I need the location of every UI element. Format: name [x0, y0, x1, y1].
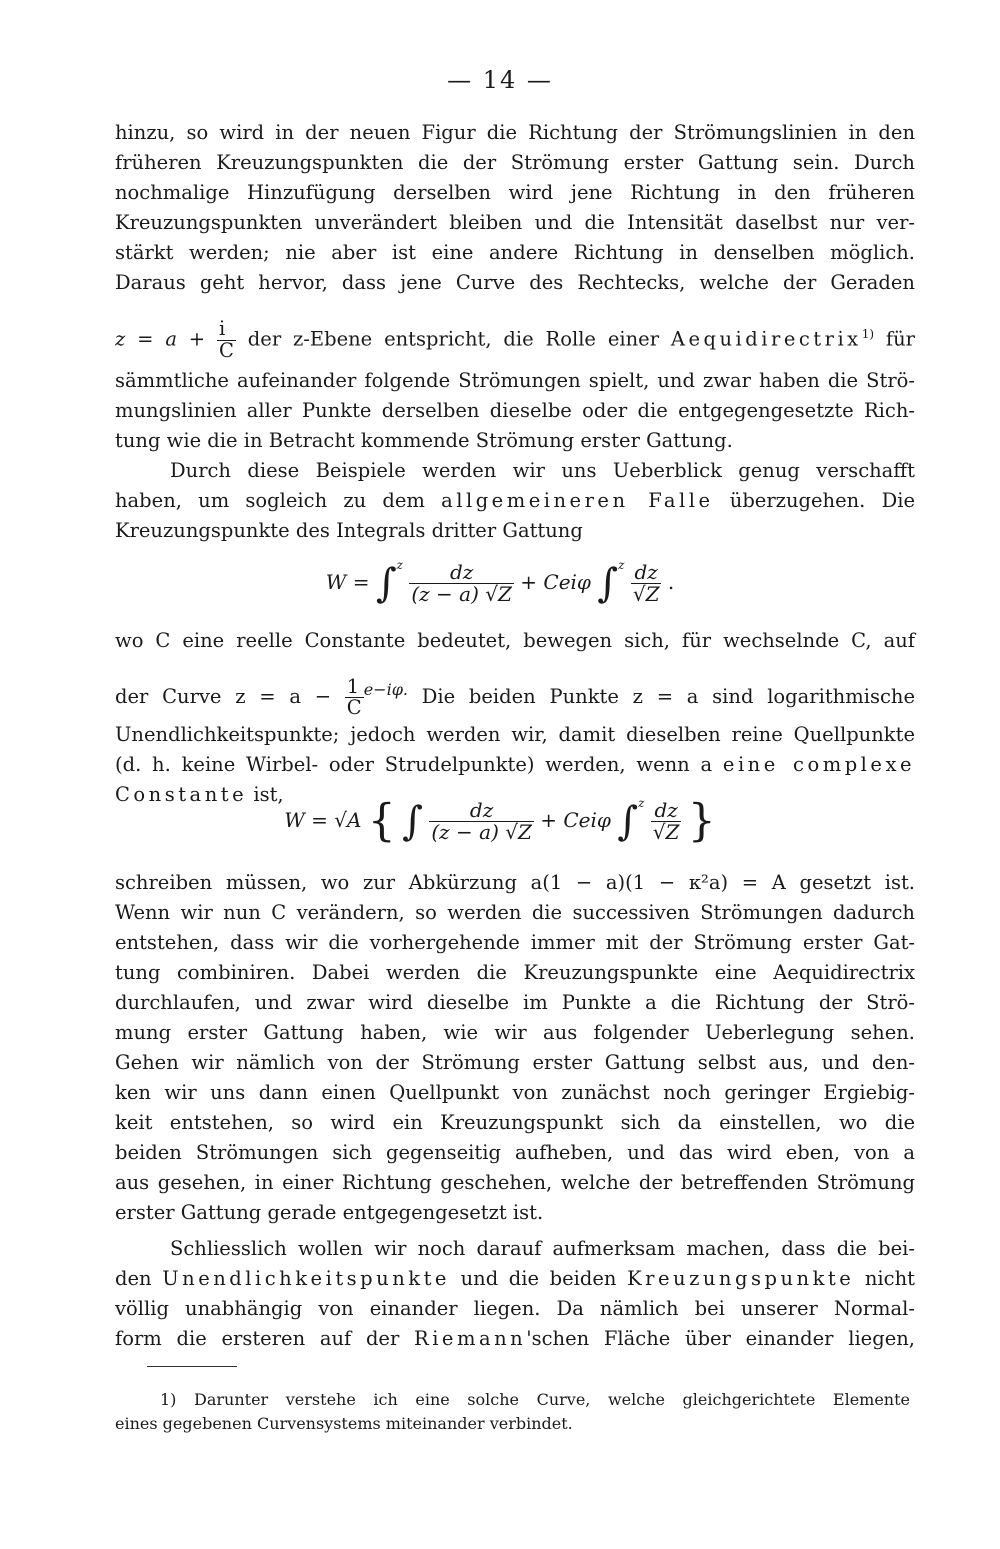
integral-limit: z — [396, 558, 403, 572]
footnote — [160, 1388, 910, 1411]
text-line-with-fraction — [115, 312, 915, 362]
text-segment: form die ersteren auf der — [115, 1327, 400, 1350]
text-line: Daraus geht hervor, dass jene Curve des Rechtecks, welche der Geraden — [115, 271, 915, 294]
text-line-with-fraction — [115, 668, 915, 719]
text-segment: (d. h. keine Wirbel- oder Strudelpunkte) werden, wenn a — [115, 753, 713, 776]
text-segment: ist, — [253, 783, 284, 806]
text-segment: nicht — [864, 1267, 915, 1290]
formula-lhs: W = — [325, 570, 370, 594]
text-line: Wenn wir nun C verändern, so werden die successiven Strömungen dadurch — [115, 901, 915, 924]
text-segment: und die beiden — [460, 1267, 617, 1290]
text-line: tung combiniren. Dabei werden die Kreuzungspunkte eine Aequidirectrix — [115, 961, 915, 984]
text-line: sämmtliche aufeinander folgende Strömungen spielt, und zwar haben die Strö- — [115, 369, 915, 392]
text-line: Schliesslich wollen wir noch darauf aufmerksam machen, dass die bei- — [170, 1237, 915, 1260]
integral-sign: ∫ — [617, 798, 639, 845]
text-line: beiden Strömungen sich gegenseitig aufheben, und das wird eben, von a — [115, 1141, 915, 1164]
text-line: hinzu, so wird in der neuen Figur die Richtung der Strömungslinien in den — [115, 121, 915, 144]
integral-sign: ∫ — [402, 798, 423, 845]
text-line: ken wir uns dann einen Quellpunkt von zunächst noch geringer Ergiebig- — [115, 1081, 915, 1104]
text-line: nochmalige Hinzufügung derselben wird jene Richtung in den früheren — [115, 181, 915, 204]
spaced-term: Kreuzungspunkte — [627, 1267, 855, 1290]
text-line: Kreuzungspunkte des Integrals dritter Gattung — [115, 519, 583, 542]
integral-sign: ∫ — [597, 560, 619, 607]
text-line: stärkt werden; nie aber ist eine andere Richtung in denselben möglich. — [115, 241, 915, 264]
text-line: erster Gattung gerade entgegengesetzt ist. — [115, 1201, 544, 1224]
inline-formula: z = a + — [115, 327, 206, 351]
text-line: mungslinien aller Punkte derselben dieselbe oder die entgegengesetzte Rich- — [115, 399, 915, 422]
formula-lhs: W = √A — [284, 808, 362, 832]
integral-limit: z — [638, 796, 645, 810]
footnote-text: Darunter verstehe ich eine solche Curve, welche gleichgerichtete Elemente — [194, 1390, 911, 1409]
page-number: — 14 — — [447, 66, 553, 94]
text-segment: überzugehen. Die — [729, 489, 915, 512]
text-segment: haben, um sogleich zu dem — [115, 489, 425, 512]
text-line: Kreuzungspunkten unverändert bleiben und die Intensität daselbst nur ver- — [115, 211, 915, 234]
left-brace: { — [367, 795, 396, 847]
text-segment: Die beiden Punkte z = a sind logarithmische — [421, 685, 915, 708]
text-line: Unendlichkeitspunkte; jedoch werden wir, damit dieselben reine Quellpunkte — [115, 723, 915, 746]
spaced-term: Unendlichkeitspunkte — [162, 1267, 450, 1290]
text-segment: den — [115, 1267, 152, 1290]
footnote-rule — [147, 1366, 237, 1367]
plus-sign: + — [520, 570, 538, 594]
spaced-term: eine complexe — [722, 753, 915, 776]
text-line: früheren Kreuzungspunkten die der Strömung erster Gattung sein. Durch — [115, 151, 915, 174]
fraction: $\frac{dz}{(z - a) √Z}$ — [431, 798, 532, 844]
text-line: durchlaufen, und zwar wird dieselbe im Punkte a die Richtung der Strö- — [115, 991, 915, 1014]
text-line — [115, 1324, 915, 1354]
footnote-continuation: eines gegebenen Curvensystems miteinander verbindet. — [115, 1414, 573, 1433]
footnote-marker: 1) — [160, 1390, 177, 1409]
integral-limit: z — [618, 558, 625, 572]
text-line: völlig unabhängig von einander liegen. Da nämlich bei unserer Normal- — [115, 1297, 915, 1320]
coefficient: Ceiφ — [563, 808, 611, 832]
text-segment: für — [885, 327, 915, 351]
fraction: $\frac{dz}{√Z}$ — [652, 798, 680, 844]
text-line: wo C eine reelle Constante bedeutet, bewegen sich, für wechselnde C, auf — [115, 629, 915, 652]
formula-integral-third-kind — [0, 558, 1000, 605]
formula-normalized — [0, 795, 1000, 847]
fraction: $\frac{dz}{√Z}$ — [632, 560, 660, 606]
fraction: $\frac{i}{C}$ — [219, 317, 234, 362]
text-line: keit entstehen, so wird ein Kreuzungspunkt sich da einstellen, wo die — [115, 1111, 915, 1134]
footnote-ref: 1) — [861, 327, 875, 341]
text-line: aus gesehen, in einer Richtung geschehen, welche der betreffenden Strömung — [115, 1171, 915, 1194]
spaced-term: Aequidirectrix — [670, 327, 862, 351]
fraction: $\frac{dz}{(z - a) √Z}$ — [411, 560, 512, 606]
exponent: e−iφ. — [363, 680, 408, 699]
fraction: $\frac{1}{C}$ — [346, 674, 362, 719]
text-line: schreiben müssen, wo zur Abkürzung a(1 − a)(1 − κ²a) = A gesetzt ist. — [115, 871, 915, 894]
integral-sign: ∫ — [375, 560, 397, 607]
text-segment: der Curve z = a − — [115, 685, 332, 708]
text-line — [115, 750, 915, 780]
text-line: entstehen, dass wir die vorhergehende immer mit der Strömung erster Gat- — [115, 931, 915, 954]
plus-sign: + — [540, 808, 557, 832]
text-segment: 'schen Fläche über einander liegen, — [526, 1327, 915, 1350]
text-line — [115, 486, 915, 516]
coefficient: Ceiφ — [543, 570, 591, 594]
text-line — [115, 1264, 915, 1294]
formula-end: . — [667, 570, 675, 594]
text-line: mung erster Gattung haben, wie wir aus folgender Ueberlegung sehen. — [115, 1021, 915, 1044]
text-line: tung wie die in Betracht kommende Strömung erster Gattung. — [115, 429, 733, 452]
spaced-term: allgemeineren Falle — [441, 489, 714, 512]
right-brace: } — [687, 795, 716, 847]
spaced-term: Constante — [115, 783, 248, 806]
text-segment: der z-Ebene entspricht, die Rolle einer — [247, 327, 660, 351]
spaced-term: Riemann — [414, 1327, 527, 1350]
text-line: Durch diese Beispiele werden wir uns Ueberblick genug verschafft — [170, 459, 915, 482]
text-line: Gehen wir nämlich von der Strömung erster Gattung selbst aus, und den- — [115, 1051, 915, 1074]
